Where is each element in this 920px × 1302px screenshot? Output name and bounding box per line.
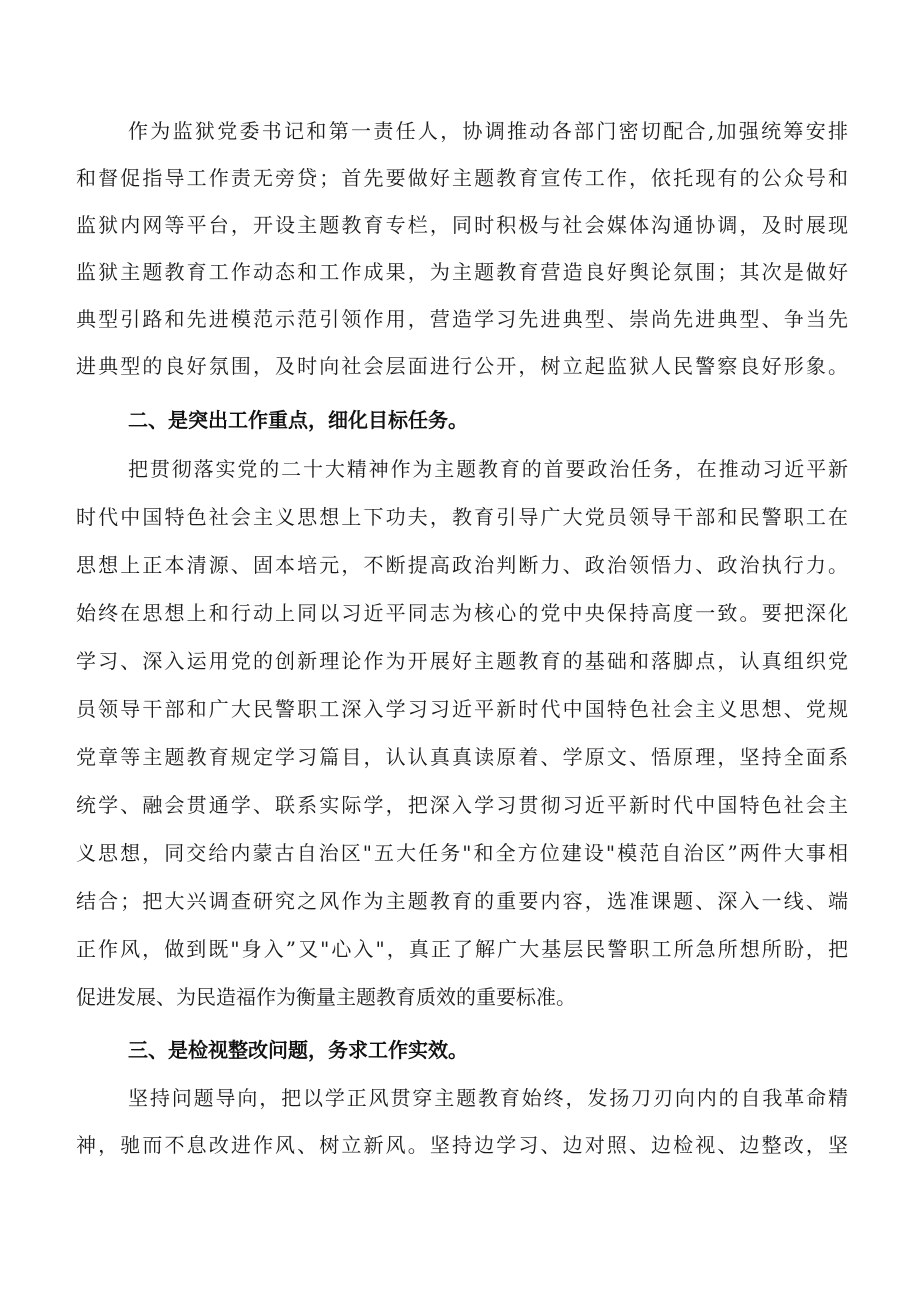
paragraph-2-line-10: 结合；把大兴调查研究之风作为主题教育的重要内容，选准课题、深入一线、端 (76, 889, 848, 913)
paragraph-2-line-11: 正作风，做到既"身入”又"心入"，真正了解广大基层民警职工所急所想所盼，把 (76, 937, 848, 961)
paragraph-1-line-4: 监狱主题教育工作动态和工作成果，为主题教育营造良好舆论氛围；其次是做好 (76, 260, 848, 284)
paragraph-2-line-8: 统学、融会贯通学、联系实际学，把深入学习贯彻习近平新时代中国特色社会主 (76, 793, 848, 817)
section-heading-2: 二、是突出工作重点，细化目标任务。 (128, 408, 468, 432)
paragraph-1-line-6: 进典型的良好氛围，及时向社会层面进行公开，树立起监狱人民警察良好形象。 (76, 354, 848, 378)
paragraph-2-line-5: 学习、深入运用党的创新理论作为开展好主题教育的基础和落脚点，认真组织党 (76, 649, 848, 673)
paragraph-2-line-2: 时代中国特色社会主义思想上下功夫，教育引导广大党员领导干部和民警职工在 (76, 505, 848, 529)
paragraph-2-line-1: 把贯彻落实党的二十大精神作为主题教育的首要政治任务，在推动习近平新 (128, 457, 848, 481)
paragraph-2-line-9: 义思想，同交给内蒙古自治区"五大任务"和全方位建设"模范自治区”两件大事相 (76, 841, 848, 865)
section-heading-3: 三、是检视整改问题，务求工作实效。 (128, 1038, 468, 1062)
paragraph-2-line-4: 始终在思想上和行动上同以习近平同志为核心的党中央保持高度一致。要把深化 (76, 601, 848, 625)
paragraph-1-line-3: 监狱内网等平台，开设主题教育专栏，同时积极与社会媒体沟通协调，及时展现 (76, 213, 848, 237)
paragraph-2-line-3: 思想上正本清源、固本培元，不断提高政治判断力、政治领悟力、政治执行力。 (76, 553, 848, 577)
paragraph-2-line-7: 党章等主题教育规定学习篇目，认认真真读原着、学原文、悟原理，坚持全面系 (76, 745, 848, 769)
paragraph-1-line-1: 作为监狱党委书记和第一责任人，协调推动各部门密切配合,加强统筹安排 (128, 119, 848, 143)
paragraph-2-line-12: 促进发展、为民造福作为衡量主题教育质效的重要标准。 (76, 985, 576, 1009)
paragraph-3-line-1: 坚持问题导向，把以学正风贯穿主题教育始终，发扬刀刃向内的自我革命精 (128, 1086, 848, 1110)
paragraph-1-line-2: 和督促指导工作责无旁贷；首先要做好主题教育宣传工作，依托现有的公众号和 (76, 166, 848, 190)
paragraph-1-line-5: 典型引路和先进模范示范引领作用，营造学习先进典型、崇尚先进典型、争当先 (76, 307, 848, 331)
paragraph-3-line-2: 神，驰而不息改进作风、树立新风。坚持边学习、边对照、边检视、边整改，坚 (76, 1133, 848, 1157)
paragraph-2-line-6: 员领导干部和广大民警职工深入学习习近平新时代中国特色社会主义思想、党规 (76, 697, 848, 721)
